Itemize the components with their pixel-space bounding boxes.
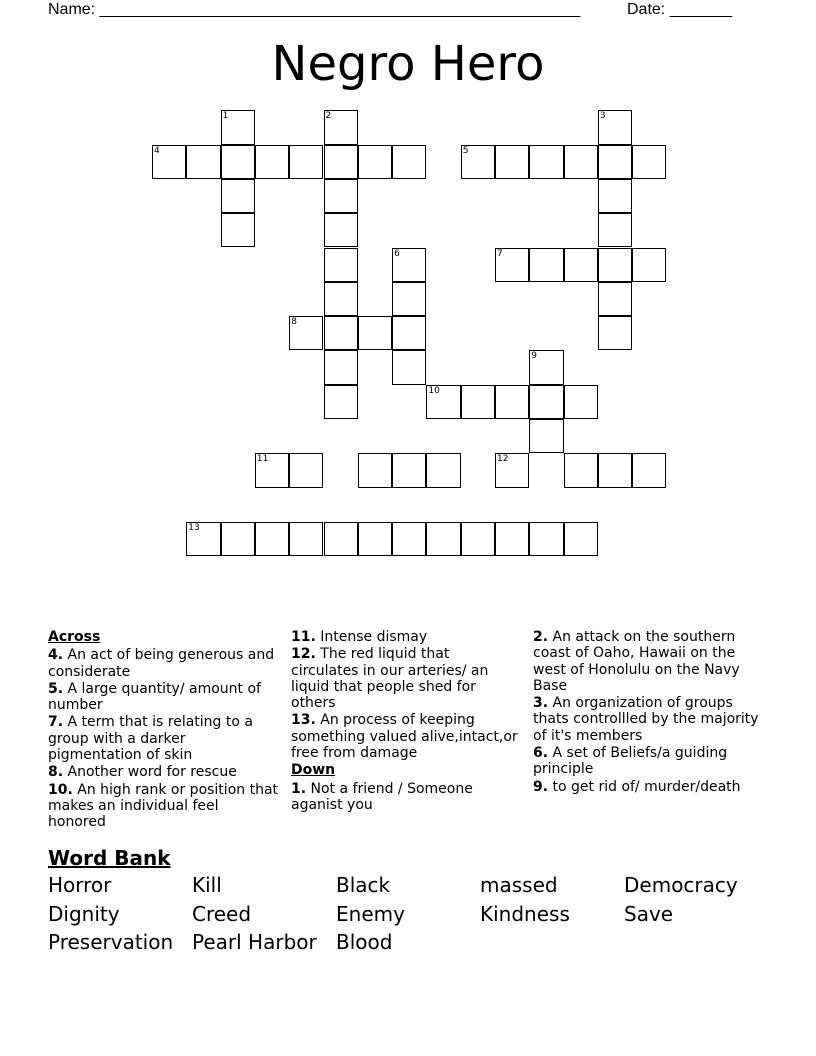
grid-cell[interactable] <box>495 145 529 179</box>
clue-across-5 <box>48 681 278 714</box>
word-bank-item: Blood <box>336 930 393 954</box>
cell-number: 8 <box>291 317 297 328</box>
clue-across-12 <box>291 646 521 711</box>
grid-cell[interactable] <box>392 316 426 350</box>
clue-down-2 <box>533 629 763 694</box>
grid-cell[interactable] <box>221 145 255 179</box>
grid-cell[interactable] <box>324 385 358 419</box>
clue-number: 2. <box>533 629 549 645</box>
grid-cell[interactable] <box>324 522 358 556</box>
grid-cell[interactable] <box>598 248 632 282</box>
cell-number: 7 <box>497 248 503 259</box>
grid-cell[interactable] <box>221 213 255 247</box>
word-bank-item: Black <box>336 873 391 897</box>
clue-text: to get rid of/ murder/death <box>552 778 741 795</box>
cell-number: 6 <box>394 248 400 259</box>
grid-cell[interactable] <box>598 316 632 350</box>
word-bank <box>48 873 768 955</box>
grid-cell[interactable] <box>324 110 358 144</box>
clue-text: An high rank or position that makes an individual feel honored <box>48 781 279 831</box>
clue-down-6 <box>533 745 763 778</box>
grid-cell[interactable] <box>461 522 495 556</box>
grid-cell[interactable] <box>564 522 598 556</box>
clue-number: 9. <box>533 778 549 795</box>
clue-down-1 <box>291 781 521 814</box>
cell-number: 13 <box>188 522 200 533</box>
grid-cell[interactable] <box>358 522 392 556</box>
cell-number: 2 <box>325 111 332 122</box>
grid-cell[interactable] <box>152 145 186 179</box>
cell-number: 3 <box>599 111 606 122</box>
clue-across-4 <box>48 647 278 680</box>
grid-cell[interactable] <box>598 213 632 247</box>
clue-text: A term that is relating to a group with a darker pigmentation of skin <box>48 714 253 764</box>
grid-cell[interactable] <box>632 145 666 179</box>
name-field-label[interactable]: Name: ______________________________________________________ <box>48 1 581 18</box>
grid-cell[interactable] <box>392 350 426 384</box>
grid-cell[interactable] <box>529 145 563 179</box>
grid-cell[interactable] <box>598 110 632 144</box>
grid-cell[interactable] <box>289 145 323 179</box>
cell-number: 1 <box>222 111 229 122</box>
cell-number: 11 <box>256 454 269 465</box>
grid-cell[interactable] <box>289 522 323 556</box>
clue-number: 12. <box>291 646 316 663</box>
word-bank-item: Kill <box>192 873 222 897</box>
grid-cell[interactable] <box>358 453 392 487</box>
grid-cell[interactable] <box>495 522 529 556</box>
grid-cell[interactable] <box>324 350 358 384</box>
clue-across-8 <box>48 764 278 780</box>
grid-cell[interactable] <box>221 110 255 144</box>
grid-cell[interactable] <box>598 453 632 487</box>
clue-down-9 <box>533 779 763 795</box>
grid-cell[interactable] <box>632 453 666 487</box>
clue-text: An organization of groups thats controllled by the majority of it's members <box>533 695 759 744</box>
clue-number: 6. <box>533 745 549 762</box>
clue-across-13 <box>291 712 521 761</box>
word-bank-item: Democracy <box>624 873 738 897</box>
grid-cell[interactable] <box>392 453 426 487</box>
word-bank-item: Save <box>624 901 674 926</box>
grid-cell[interactable] <box>289 453 323 487</box>
clues-column-1 <box>48 629 278 832</box>
clue-text: Another word for rescue <box>67 764 237 781</box>
clue-text: The red liquid that circulates in our arteries/ an liquid that people shed for others <box>291 646 489 712</box>
grid-cell[interactable] <box>255 522 289 556</box>
grid-cell[interactable] <box>289 316 323 350</box>
clue-text: An process of keeping something valued alive,intact,or free from damage <box>291 712 518 762</box>
clue-number: 11. <box>291 629 316 645</box>
clues-column-3 <box>533 629 763 796</box>
grid-cell[interactable] <box>564 453 598 487</box>
grid-cell[interactable] <box>324 213 358 247</box>
clue-text: Intense dismay <box>320 629 428 645</box>
clue-number: 7. <box>48 714 64 731</box>
clue-number: 3. <box>533 695 549 712</box>
down-heading: Down <box>291 762 336 779</box>
clue-across-7 <box>48 714 278 763</box>
clue-number: 8. <box>48 764 64 781</box>
grid-cell[interactable] <box>221 179 255 213</box>
cell-number: 4 <box>154 145 160 156</box>
clue-text: An attack on the southern coast of Oaho, Hawaii on the west of Honolulu on the Navy Base <box>533 629 740 694</box>
grid-cell[interactable] <box>564 385 598 419</box>
clue-text: A large quantity/ amount of number <box>48 680 261 714</box>
clue-text: Not a friend / Someone aganist you <box>291 780 473 813</box>
grid-cell[interactable] <box>598 282 632 316</box>
grid-cell[interactable] <box>255 145 289 179</box>
grid-cell[interactable] <box>358 316 392 350</box>
grid-cell[interactable] <box>392 145 426 179</box>
word-bank-heading: Word Bank <box>48 846 171 870</box>
grid-cell[interactable] <box>495 385 529 419</box>
grid-cell[interactable] <box>529 350 563 384</box>
grid-cell[interactable] <box>426 385 460 419</box>
grid-cell[interactable] <box>495 453 529 487</box>
grid-cell[interactable] <box>255 453 289 487</box>
cell-number: 12 <box>497 454 509 465</box>
grid-cell[interactable] <box>426 453 460 487</box>
grid-cell[interactable] <box>392 248 426 282</box>
grid-cell[interactable] <box>495 248 529 282</box>
grid-cell[interactable] <box>324 248 358 282</box>
clues-column-2 <box>291 629 521 814</box>
word-bank-item: Dignity <box>48 901 120 926</box>
grid-cell[interactable] <box>529 385 563 419</box>
grid-cell[interactable] <box>324 179 358 213</box>
clue-text: A set of Beliefs/a guiding principle <box>533 745 728 778</box>
date-field-label[interactable]: Date: _______ <box>627 1 732 18</box>
word-bank-item: Preservation <box>48 930 174 954</box>
cell-number: 5 <box>462 145 469 156</box>
grid-cell[interactable] <box>186 145 220 179</box>
across-heading: Across <box>48 629 101 645</box>
grid-cell[interactable] <box>529 522 563 556</box>
grid-cell[interactable] <box>461 385 495 419</box>
grid-cell[interactable] <box>221 522 255 556</box>
clue-across-10 <box>48 782 278 831</box>
word-bank-item: Creed <box>192 901 252 926</box>
grid-cell[interactable] <box>324 316 358 350</box>
word-bank-item: Kindness <box>480 901 570 926</box>
grid-cell[interactable] <box>392 522 426 556</box>
clue-number: 13. <box>291 712 316 729</box>
grid-cell[interactable] <box>529 248 563 282</box>
clue-text: An act of being generous and considerate <box>48 647 275 680</box>
grid-cell[interactable] <box>598 179 632 213</box>
clue-number: 10. <box>48 781 73 798</box>
word-bank-item: Horror <box>48 873 112 897</box>
grid-cell[interactable] <box>461 145 495 179</box>
grid-cell[interactable] <box>186 522 220 556</box>
word-bank-item: Pearl Harbor <box>192 930 317 954</box>
clue-down-3 <box>533 695 763 744</box>
grid-cell[interactable] <box>564 145 598 179</box>
clue-number: 1. <box>291 780 307 797</box>
grid-cell[interactable] <box>324 282 358 316</box>
cell-number: 10 <box>428 385 440 396</box>
clue-across-11 <box>291 629 521 645</box>
grid-cell[interactable] <box>392 282 426 316</box>
grid-cell[interactable] <box>358 145 392 179</box>
grid-cell[interactable] <box>529 419 563 453</box>
cell-number: 9 <box>531 351 538 362</box>
grid-cell[interactable] <box>426 522 460 556</box>
grid-cell[interactable] <box>632 248 666 282</box>
grid-cell[interactable] <box>598 145 632 179</box>
grid-cell[interactable] <box>324 145 358 179</box>
clue-number: 5. <box>48 680 64 697</box>
word-bank-item: massed <box>480 873 558 897</box>
grid-cell[interactable] <box>564 248 598 282</box>
clue-number: 4. <box>48 647 64 664</box>
puzzle-title: Negro Hero <box>271 36 545 92</box>
word-bank-item: Enemy <box>336 901 405 926</box>
